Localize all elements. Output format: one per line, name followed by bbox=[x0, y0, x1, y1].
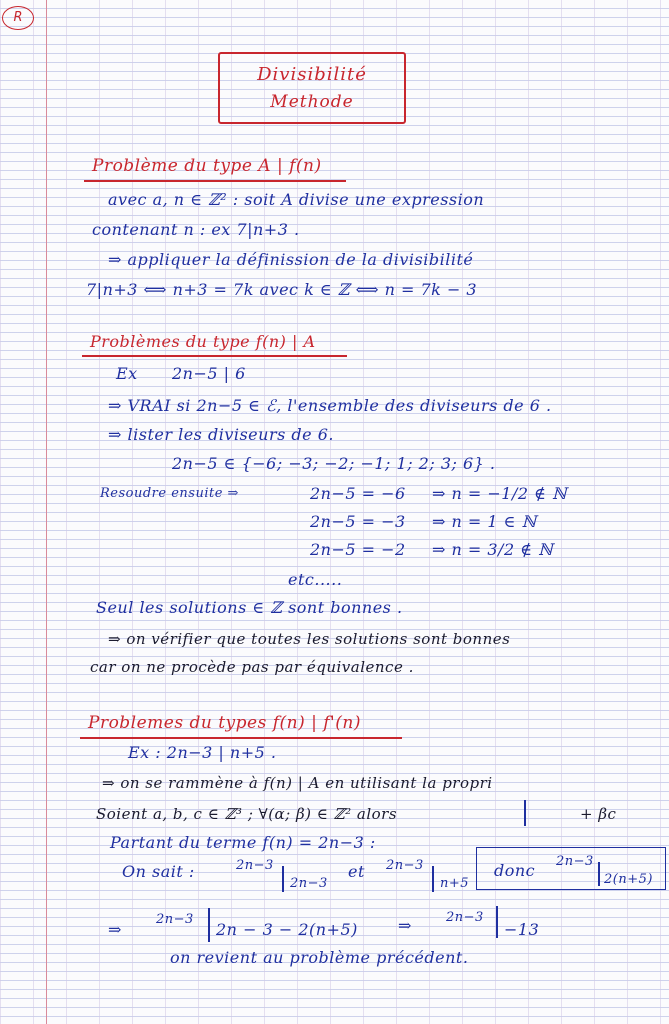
section1-underline bbox=[84, 180, 346, 182]
section2-verifier: ⇒ on vérifier que toutes les solutions sont bonnes bbox=[108, 630, 511, 648]
section3-sait-d: n+5 bbox=[440, 876, 470, 891]
section3-sait-c: 2n−3 bbox=[386, 858, 424, 873]
section2-res2: ⇒ n = 1 ∈ ℕ bbox=[432, 512, 537, 531]
section2-eq2: 2n−5 = −3 bbox=[310, 512, 406, 531]
section2-lister: ⇒ lister les diviseurs de 6. bbox=[108, 425, 334, 444]
section1-line1: avec a, n ∈ ℤ² : soit A divise une expression bbox=[108, 190, 485, 209]
section3-impl-c: ⇒ bbox=[398, 916, 412, 935]
section2-set: 2n−5 ∈ {−6; −3; −2; −1; 1; 2; 3; 6} . bbox=[172, 454, 496, 473]
page-subtitle: Methode bbox=[270, 92, 354, 112]
section3-sait-a: 2n−3 bbox=[236, 858, 274, 873]
divides-bar-c bbox=[598, 862, 600, 886]
divides-bar-a bbox=[282, 866, 284, 892]
section3-ramene: ⇒ on se rammène à f(n) | A en utilisant la propri bbox=[102, 774, 493, 792]
section3-on-sait: On sait : bbox=[122, 862, 195, 881]
page-title: Divisibilité bbox=[257, 64, 367, 85]
title-box bbox=[218, 52, 406, 124]
section3-impl-b: 2n − 3 − 2(n+5) bbox=[216, 920, 358, 939]
section2-seul: Seul les solutions ∈ ℤ sont bonnes . bbox=[96, 598, 403, 617]
section3-heading: Problemes du types f(n) | f'(n) bbox=[88, 713, 361, 733]
section2-underline bbox=[82, 355, 347, 357]
section3-underline bbox=[80, 737, 402, 739]
section2-resoudre: Resoudre ensuite ⇒ bbox=[100, 486, 239, 501]
section1-line4: 7|n+3 ⟺ n+3 = 7k avec k ∈ ℤ ⟺ n = 7k − 3 bbox=[86, 280, 478, 299]
section3-sait-b: 2n−3 bbox=[290, 876, 328, 891]
section3-impl-d: 2n−3 bbox=[446, 910, 484, 925]
section2-res3: ⇒ n = 3/2 ∉ ℕ bbox=[432, 540, 554, 559]
section3-soient-tail: + βc bbox=[580, 805, 617, 823]
section2-heading: Problèmes du type f(n) | A bbox=[90, 332, 316, 351]
section3-impl-e: −13 bbox=[504, 920, 540, 939]
divides-bar-d bbox=[208, 908, 210, 942]
divides-bar bbox=[524, 800, 526, 826]
section3-donc: donc bbox=[494, 861, 536, 880]
section3-revient: on revient au problème précédent. bbox=[170, 948, 469, 967]
section3-donc-b: 2(n+5) bbox=[604, 872, 653, 887]
section2-eq3: 2n−5 = −2 bbox=[310, 540, 406, 559]
implies-arrow: ⇒ bbox=[108, 920, 122, 939]
section1-line3: ⇒ appliquer la définission de la divisibilité bbox=[108, 250, 474, 269]
section3-ex: Ex : 2n−3 | n+5 . bbox=[128, 743, 277, 762]
section2-res1: ⇒ n = −1/2 ∉ ℕ bbox=[432, 484, 568, 503]
section2-ex-expr: 2n−5 | 6 bbox=[172, 364, 246, 383]
section2-etc: etc..... bbox=[288, 570, 343, 589]
section2-vrai: ⇒ VRAI si 2n−5 ∈ ℰ, l'ensemble des diviseurs de 6 . bbox=[108, 396, 552, 415]
section2-eq1: 2n−5 = −6 bbox=[310, 484, 406, 503]
section3-partant: Partant du terme f(n) = 2n−3 : bbox=[110, 833, 376, 852]
section3-donc-a: 2n−3 bbox=[556, 854, 594, 869]
section1-heading: Problème du type A | f(n) bbox=[92, 156, 322, 176]
section2-ex-label: Ex bbox=[116, 364, 138, 383]
section3-soient: Soient a, b, c ∈ ℤ³ ; ∀(α; β) ∈ ℤ² alors bbox=[96, 805, 398, 823]
section2-car: car on ne procède pas par équivalence . bbox=[90, 658, 414, 676]
section3-impl-a: 2n−3 bbox=[156, 912, 194, 927]
section3-et: et bbox=[348, 862, 365, 881]
section1-line2: contenant n : ex 7|n+3 . bbox=[92, 220, 300, 239]
divides-bar-b bbox=[432, 866, 434, 892]
corner-mark: R bbox=[2, 6, 34, 30]
divides-bar-e bbox=[496, 906, 498, 938]
